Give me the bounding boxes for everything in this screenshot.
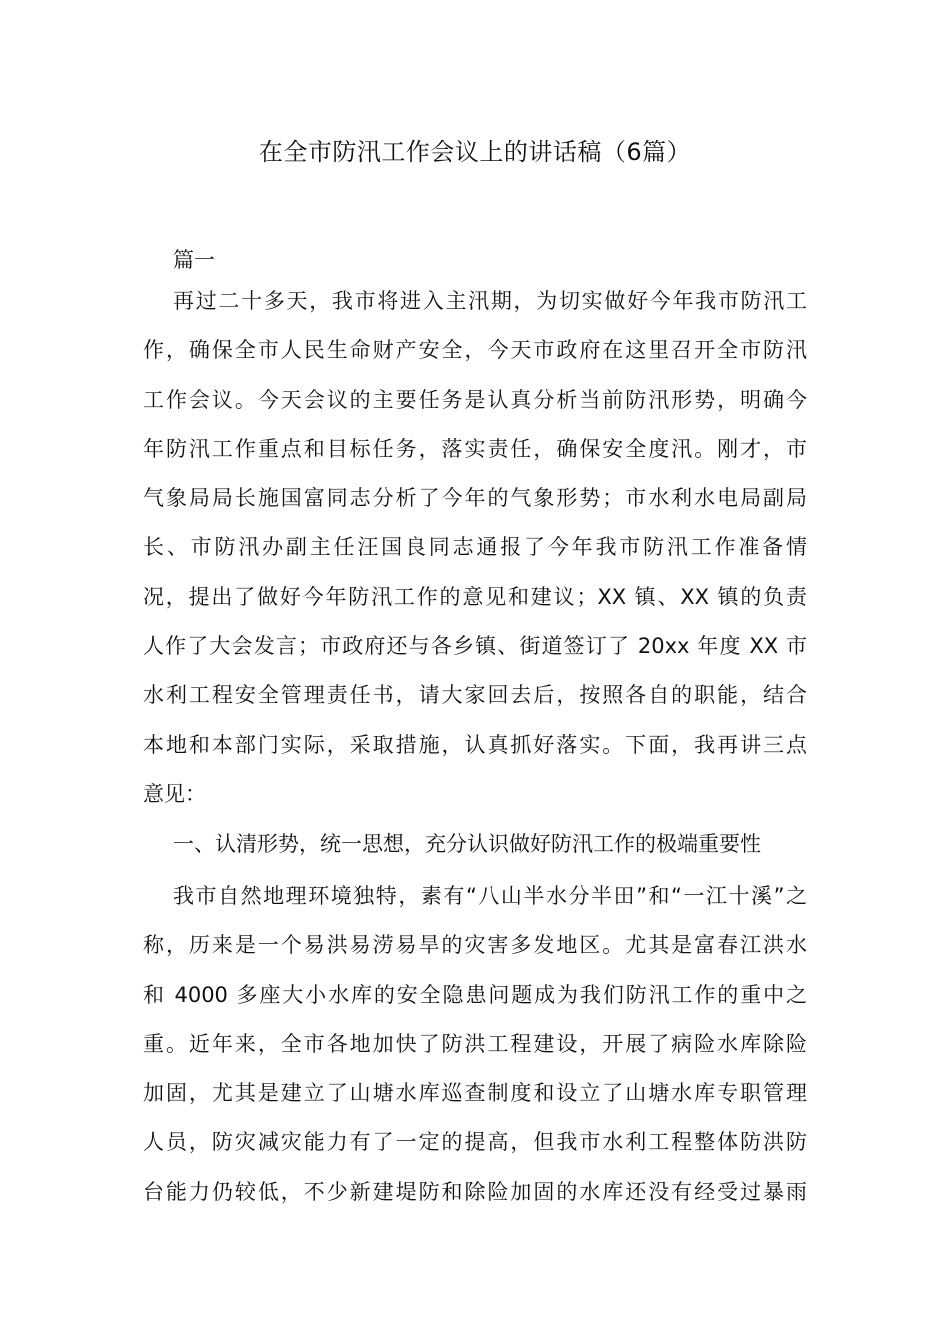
section-heading: 一、认清形势，统一思想，充分认识做好防汛工作的极端重要性	[173, 832, 761, 856]
paragraph-line: 人作了大会发言；市政府还与各乡镇、街道签订了 20xx 年度 XX 市	[143, 634, 807, 659]
paragraph-line: 再过二十多天，我市将进入主汛期，为切实做好今年我市防汛工	[173, 289, 807, 313]
paragraph-line: 年防汛工作重点和目标任务，落实责任，确保安全度汛。刚才，市	[143, 436, 807, 461]
paragraph-1	[143, 277, 807, 819]
paragraph-line: 加固，尤其是建立了山塘水库巡查制度和设立了山塘水库专职管理	[143, 1081, 807, 1106]
document-title: 在全市防汛工作会议上的讲话稿（6篇）	[258, 138, 692, 166]
section-label: 篇一	[173, 248, 215, 272]
paragraph-line: 台能力仍较低，不少新建堤防和除险加固的水库还没有经受过暴雨	[143, 1179, 807, 1204]
paragraph-line: 意见：	[143, 781, 206, 806]
paragraph-line: 长、市防汛办副主任汪国良同志通报了今年我市防汛工作准备情	[143, 535, 807, 560]
heading-1-block	[143, 820, 807, 869]
paragraph-line: 工作会议。今天会议的主要任务是认真分析当前防汛形势，明确今	[143, 387, 807, 412]
paragraph-line: 作，确保全市人民生命财产安全，今天市政府在这里召开全市防汛	[143, 338, 807, 363]
paragraph-line: 水利工程安全管理责任书，请大家回去后，按照各自的职能，结合	[143, 683, 807, 708]
paragraph-line: 称，历来是一个易洪易涝易旱的灾害多发地区。尤其是富春江洪水	[143, 933, 807, 958]
paragraph-line: 人员，防灾减灾能力有了一定的提高，但我市水利工程整体防洪防	[143, 1130, 807, 1155]
paragraph-line: 本地和本部门实际，采取措施，认真抓好落实。下面，我再讲三点	[143, 732, 807, 757]
paragraph-line: 重。近年来，全市各地加快了防洪工程建设，开展了病险水库除险	[143, 1031, 807, 1056]
paragraph-line: 况，提出了做好今年防汛工作的意见和建议；XX 镇、XX 镇的负责	[143, 584, 807, 609]
paragraph-2	[143, 872, 807, 1217]
paragraph-line: 气象局局长施国富同志分析了今年的气象形势；市水利水电局副局	[143, 486, 807, 511]
paragraph-line: 和 4000 多座大小水库的安全隐患问题成为我们防汛工作的重中之	[143, 982, 807, 1007]
paragraph-line: 我市自然地理环境独特，素有“八山半水分半田”和“一江十溪”之	[173, 884, 807, 908]
